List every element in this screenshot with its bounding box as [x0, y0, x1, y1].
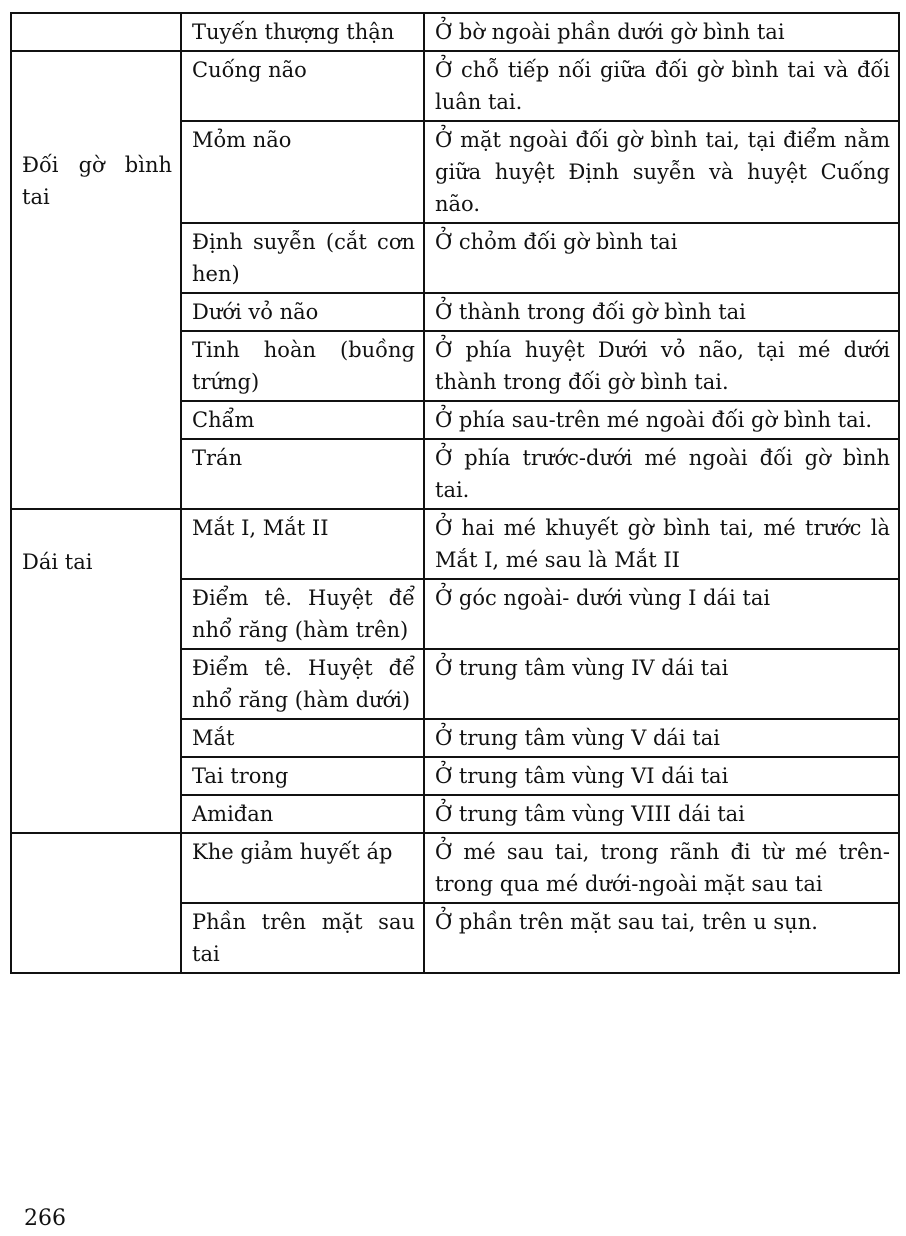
- location-cell: Ở mé sau tai, trong rãnh đi từ mé trên-trong qua mé dưới-ngoài mặt sau tai: [424, 833, 899, 903]
- point-cell: Mỏm não: [181, 121, 424, 223]
- location-cell: Ở chỏm đối gờ bình tai: [424, 223, 899, 293]
- point-cell: Khe giảm huyết áp: [181, 833, 424, 903]
- location-cell: Ở trung tâm vùng V dái tai: [424, 719, 899, 757]
- location-cell: Ở trung tâm vùng VI dái tai: [424, 757, 899, 795]
- point-cell: Điểm tê. Huyệt để nhổ răng (hàm dưới): [181, 649, 424, 719]
- table-row: [11, 509, 899, 579]
- region-cell: Dái tai: [11, 509, 181, 833]
- point-cell: Tuyến thượng thận: [181, 13, 424, 51]
- location-cell: Ở phía trước-dưới mé ngoài đối gờ bình tai.: [424, 439, 899, 509]
- point-cell: Dưới vỏ não: [181, 293, 424, 331]
- location-cell: Ở góc ngoài- dưới vùng I dái tai: [424, 579, 899, 649]
- acupoint-table: [10, 12, 900, 974]
- location-cell: Ở bờ ngoài phần dưới gờ bình tai: [424, 13, 899, 51]
- location-cell: Ở thành trong đối gờ bình tai: [424, 293, 899, 331]
- page-number: 266: [24, 1206, 66, 1231]
- point-cell: Tinh hoàn (buồng trứng): [181, 331, 424, 401]
- point-cell: Điểm tê. Huyệt để nhổ răng (hàm trên): [181, 579, 424, 649]
- region-cell: [11, 833, 181, 973]
- point-cell: Định suyễn (cắt cơn hen): [181, 223, 424, 293]
- location-cell: Ở hai mé khuyết gờ bình tai, mé trước là Mắt I, mé sau là Mắt II: [424, 509, 899, 579]
- point-cell: Mắt I, Mắt II: [181, 509, 424, 579]
- location-cell: Ở phía sau-trên mé ngoài đối gờ bình tai.: [424, 401, 899, 439]
- point-cell: Mắt: [181, 719, 424, 757]
- location-cell: Ở phía huyệt Dưới vỏ não, tại mé dưới thành trong đối gờ bình tai.: [424, 331, 899, 401]
- point-cell: Cuống não: [181, 51, 424, 121]
- point-cell: Phần trên mặt sau tai: [181, 903, 424, 973]
- region-cell: [11, 13, 181, 51]
- location-cell: Ở trung tâm vùng VIII dái tai: [424, 795, 899, 833]
- region-cell: Đối gờ bình tai: [11, 51, 181, 509]
- location-cell: Ở trung tâm vùng IV dái tai: [424, 649, 899, 719]
- table-row: [11, 51, 899, 121]
- location-cell: Ở chỗ tiếp nối giữa đối gờ bình tai và đối luân tai.: [424, 51, 899, 121]
- point-cell: Tai trong: [181, 757, 424, 795]
- table-row: [11, 833, 899, 903]
- table-row: [11, 13, 899, 51]
- point-cell: Amiđan: [181, 795, 424, 833]
- location-cell: Ở phần trên mặt sau tai, trên u sụn.: [424, 903, 899, 973]
- location-cell: Ở mặt ngoài đối gờ bình tai, tại điểm nằm giữa huyệt Định suyễn và huyệt Cuống não.: [424, 121, 899, 223]
- point-cell: Chẩm: [181, 401, 424, 439]
- point-cell: Trán: [181, 439, 424, 509]
